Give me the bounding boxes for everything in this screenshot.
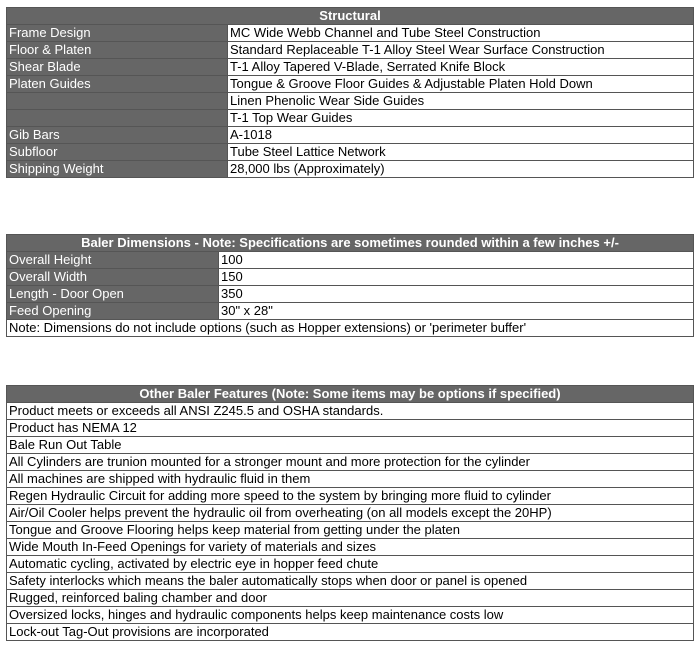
- dimension-label: Length - Door Open: [7, 286, 219, 303]
- list-item: [7, 488, 694, 505]
- feature-text: Air/Oil Cooler helps prevent the hydraulic oil from overheating (on all models except the 20HP): [7, 505, 694, 522]
- list-item: [7, 437, 694, 454]
- table-row: [7, 252, 694, 269]
- table-row: [7, 320, 694, 337]
- feature-text: Safety interlocks which means the baler automatically stops when door or panel is opened: [7, 573, 694, 590]
- dimension-value: 30" x 28": [219, 303, 694, 320]
- feature-text: Wide Mouth In-Feed Openings for variety of materials and sizes: [7, 539, 694, 556]
- feature-text: Regen Hydraulic Circuit for adding more speed to the system by bringing more fluid to cylinder: [7, 488, 694, 505]
- list-item: [7, 403, 694, 420]
- feature-text: Product has NEMA 12: [7, 420, 694, 437]
- list-item: [7, 590, 694, 607]
- table-row: [7, 25, 694, 42]
- spec-label: Subfloor: [7, 144, 228, 161]
- table-row: [7, 269, 694, 286]
- spec-label: Shear Blade: [7, 59, 228, 76]
- table-row: [7, 161, 694, 178]
- spec-value: T-1 Top Wear Guides: [228, 110, 694, 127]
- list-item: [7, 573, 694, 590]
- dimension-label: Overall Width: [7, 269, 219, 286]
- dimensions-header: Baler Dimensions - Note: Specifications are sometimes rounded within a few inches +/-: [7, 235, 694, 252]
- features-table: [6, 385, 694, 641]
- feature-text: Bale Run Out Table: [7, 437, 694, 454]
- spec-value: MC Wide Webb Channel and Tube Steel Construction: [228, 25, 694, 42]
- spec-value: A-1018: [228, 127, 694, 144]
- list-item: [7, 539, 694, 556]
- structural-table: [6, 7, 694, 178]
- dimension-value: 350: [219, 286, 694, 303]
- table-row: [7, 59, 694, 76]
- table-row: [7, 42, 694, 59]
- spec-label: Shipping Weight: [7, 161, 228, 178]
- spec-label: [7, 93, 228, 110]
- spec-label: [7, 110, 228, 127]
- feature-text: All Cylinders are trunion mounted for a stronger mount and more protection for the cylinder: [7, 454, 694, 471]
- structural-header: Structural: [7, 8, 694, 25]
- list-item: [7, 607, 694, 624]
- feature-text: Automatic cycling, activated by electric eye in hopper feed chute: [7, 556, 694, 573]
- list-item: [7, 454, 694, 471]
- list-item: [7, 505, 694, 522]
- feature-text: Oversized locks, hinges and hydraulic components helps keep maintenance costs low: [7, 607, 694, 624]
- list-item: [7, 420, 694, 437]
- feature-text: Product meets or exceeds all ANSI Z245.5 and OSHA standards.: [7, 403, 694, 420]
- features-header: Other Baler Features (Note: Some items may be options if specified): [7, 386, 694, 403]
- spec-value: 28,000 lbs (Approximately): [228, 161, 694, 178]
- dimension-value: 100: [219, 252, 694, 269]
- spec-value: Tongue & Groove Floor Guides & Adjustable Platen Hold Down: [228, 76, 694, 93]
- spec-label: Platen Guides: [7, 76, 228, 93]
- spec-value: Linen Phenolic Wear Side Guides: [228, 93, 694, 110]
- dimension-value: 150: [219, 269, 694, 286]
- list-item: [7, 556, 694, 573]
- table-row: [7, 93, 694, 110]
- table-row: [7, 110, 694, 127]
- spec-value: Standard Replaceable T-1 Alloy Steel Wear Surface Construction: [228, 42, 694, 59]
- feature-text: Rugged, reinforced baling chamber and door: [7, 590, 694, 607]
- dimension-label: Feed Opening: [7, 303, 219, 320]
- list-item: [7, 624, 694, 641]
- list-item: [7, 522, 694, 539]
- spec-label: Gib Bars: [7, 127, 228, 144]
- spec-value: T-1 Alloy Tapered V-Blade, Serrated Knife Block: [228, 59, 694, 76]
- feature-text: All machines are shipped with hydraulic fluid in them: [7, 471, 694, 488]
- table-row: [7, 286, 694, 303]
- table-row: [7, 144, 694, 161]
- spec-label: Frame Design: [7, 25, 228, 42]
- dimension-label: Overall Height: [7, 252, 219, 269]
- table-row: [7, 76, 694, 93]
- spec-label: Floor & Platen: [7, 42, 228, 59]
- feature-text: Lock-out Tag-Out provisions are incorporated: [7, 624, 694, 641]
- spec-value: Tube Steel Lattice Network: [228, 144, 694, 161]
- dimensions-note: Note: Dimensions do not include options (such as Hopper extensions) or 'perimeter buffer': [7, 320, 694, 337]
- table-row: [7, 303, 694, 320]
- feature-text: Tongue and Groove Flooring helps keep material from getting under the platen: [7, 522, 694, 539]
- list-item: [7, 471, 694, 488]
- table-row: [7, 127, 694, 144]
- dimensions-table: [6, 234, 694, 337]
